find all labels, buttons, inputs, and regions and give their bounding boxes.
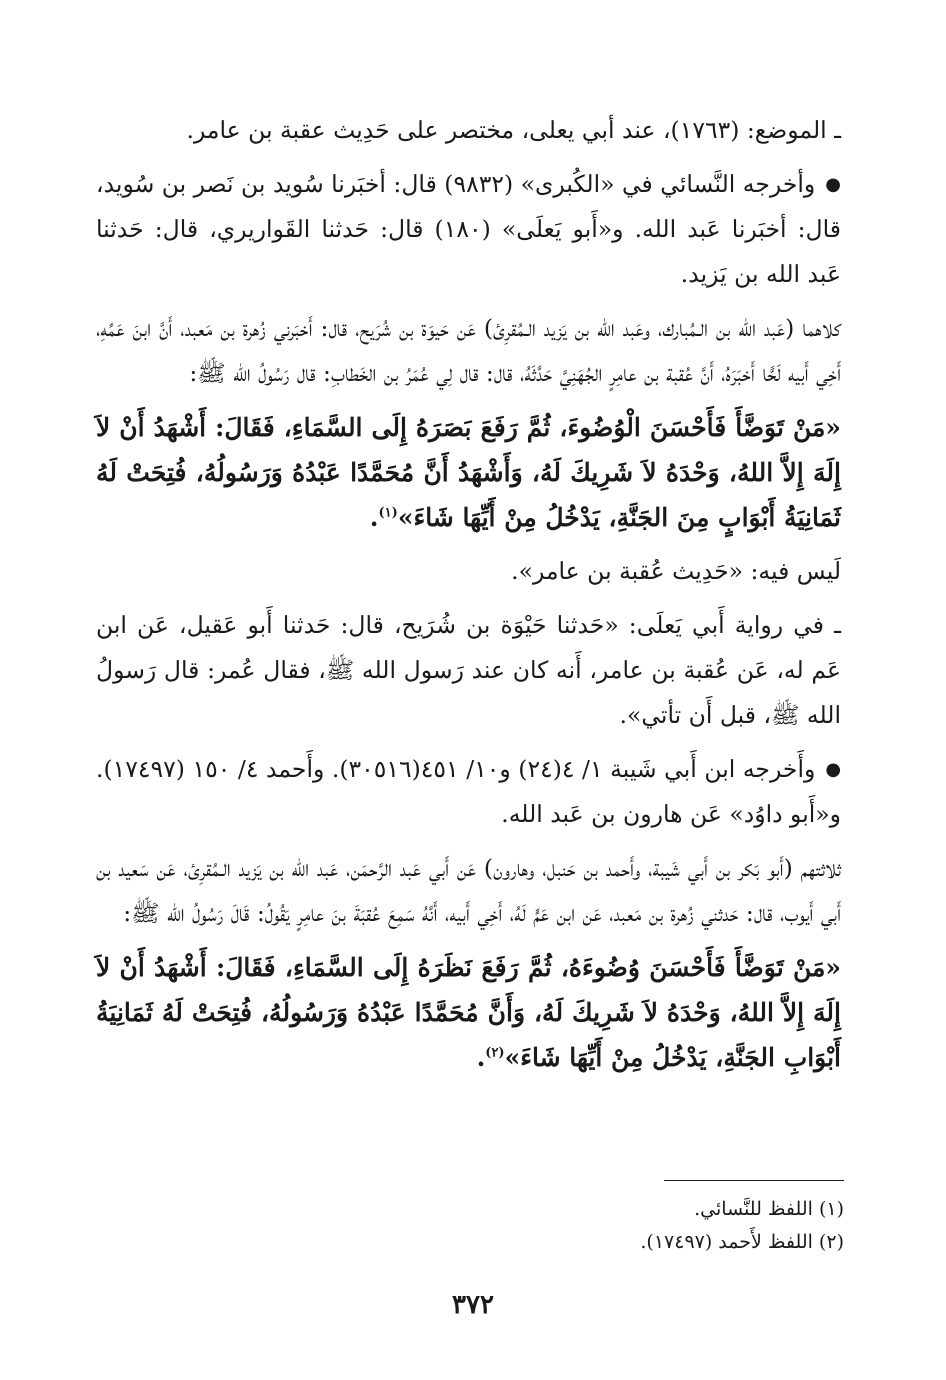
footnote-ref-2: (٢) [485,1045,505,1061]
footnote-2: (٢) اللفظ لأَحمد (١٧٤٩٧). [640,1231,844,1253]
paragraph-other-sources: ●وأَخرجه ابن أَبي شَيبة ١/ ٤(٢٤) و١٠/ ٤٥١(٣٠٥١٦). وأَحمد ٤/ ١٥٠ (١٧٤٩٧). و«أَبو داوُد» عَن هارون بن عَبد الله. [96,747,841,837]
hadith-text-2: «مَنْ تَوَضَّأَ فَأَحْسَنَ وُضُوءَهُ، ثُمَّ رَفَعَ نَظَرَهُ إِلَى السَّمَاءِ، فَقَالَ: أَشْهَدُ أَنْ لاَ إِلَهَ إِلاَّ اللهُ، وَحْدَهُ لاَ شَرِيكَ لَهُ، وَأَنَّ مُحَمَّدًا عَبْدُهُ وَرَسُولُهُ، فُتِحَتْ لَهُ ثَمَانِيَةُ أَبْوَابِ الجَنَّةِ، يَدْخُلُ مِنْ أَيِّهَا شَاءَ»$^{(٢)}$. [96,953,841,1072]
paragraph-note: لَيس فيه: «حَدِيث عُقبة بن عامر». [511,557,841,585]
footnote-1: (١) اللفظ للنَّسائي. [694,1198,844,1220]
bullet-icon: ● [825,759,842,780]
paragraph-isnad-2: ثلاثتهم (أَبو بَكر بن أَبي شَيبة، وأَحمد بن حَنبل، وهارون) عَن أَبي عَبد الرَّحمَن، عَبد الله بن يَزيد الـمُقرِئ، عَن سَعيد بن أَبي أَيوب، قال: حَدثني زُهرة بن مَعبد، عَن ابن عَمٍّ لَهُ، أَخِي أَبيه، أَنَّهُ سَمِعَ عُقبَةَ بنَ عامِرٍ يَقُولُ: قَالَ رَسُولُ الله ﷺ: [96,854,841,927]
paragraph-nasai-source: ●وأخرجه النَّسائي في «الكُبرى» (٩٨٣٢) قال: أخبَرنا سُويد بن نَصر بن سُويد، قال: أخبَرنا عَبد الله. و«أَبو يَعلَى» (١٨٠) قال: حَدثنا القَواريري، قال: حَدثنا عَبد الله بن يَزيد. [96,162,841,297]
paragraph-abu-yala-variant: ـ في رواية أَبي يَعلَى: «حَدثنا حَيْوَة بن شُرَيح، قال: حَدثنا أَبو عَقيل، عَن ابن عَم له، عَن عُقبة بن عامر، أَنه كان عند رَسول الله ﷺ، فقال عُمر: قال رَسولُ الله ﷺ، قبل أَن تأتي». [96,611,841,729]
bullet-icon: ● [825,174,841,195]
paragraph-placement: ـ الموضع: (١٧٦٣)، عند أبي يعلى، مختصر على حَدِيث عقبة بن عامر. [186,116,841,144]
page-number: ٣٧٢ [452,1290,494,1320]
footnotes [440,1193,844,1259]
footnote-separator [664,1180,844,1181]
footnote-ref-1: (١) [378,505,398,521]
paragraph-isnad-1: كلاهما (عَبد الله بن الـمُبارك، وعَبد الله بن يَزيد الـمُقرِئ) عَن حَيوَة بن شُرَيح، قال: أَخبَرني زُهرة بن مَعبد، أَنَّ ابنَ عَمِّهِ، أَخِي أَبيه لَحًّا أَخبَرَهُ، أَنَّ عُقبة بن عامِرٍ الجُهَنِيَّ حَدَّثَهُ، قال: قال لِي عُمَرُ بن الخَطابِ: قال رَسُولُ الله ﷺ: [96,314,841,387]
main-text [96,108,841,1089]
hadith-text-1: «مَنْ تَوَضَّأَ فَأَحْسَنَ الْوُضُوءَ، ثُمَّ رَفَعَ بَصَرَهُ إِلَى السَّمَاءِ، فَقَالَ: أَشْهَدُ أَنْ لاَ إِلَهَ إِلاَّ اللهُ، وَحْدَهُ لاَ شَرِيكَ لَهُ، وَأَشْهَدُ أَنَّ مُحَمَّدًا عَبْدُهُ وَرَسُولُهُ، فُتِحَتْ لَهُ ثَمَانِيَةُ أَبْوَابٍ مِنَ الجَنَّةِ، يَدْخُلُ مِنْ أَيِّهَا شَاءَ»$^{(١)}$. [96,413,841,532]
